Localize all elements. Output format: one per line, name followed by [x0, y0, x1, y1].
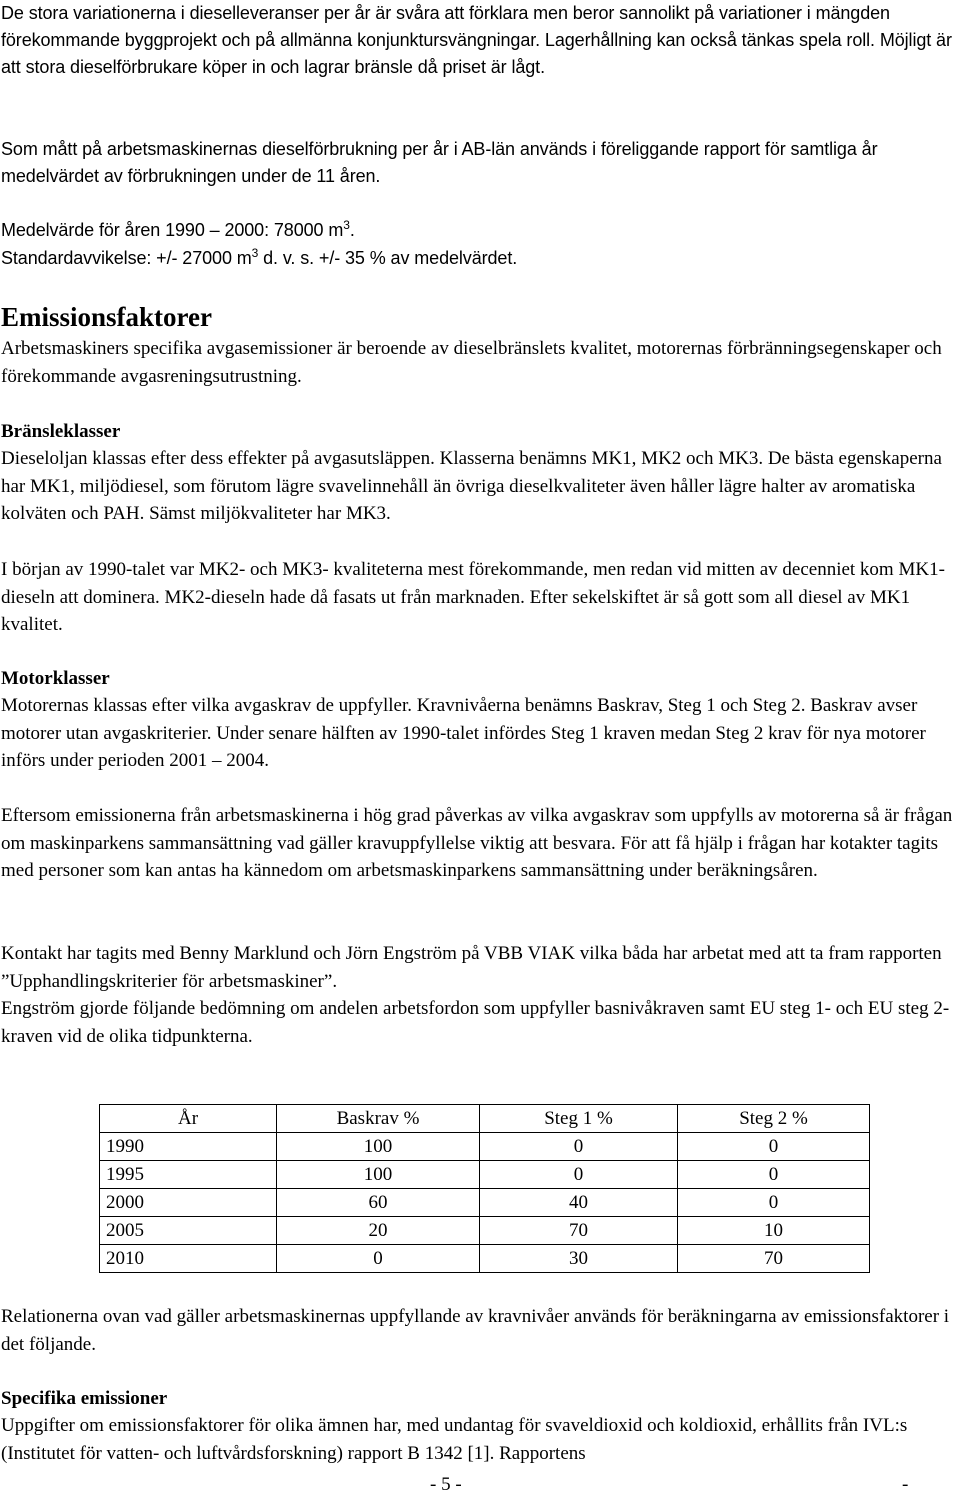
table-cell: 40: [480, 1189, 678, 1217]
engine-classes-paragraph-2: Eftersom emissionerna från arbetsmaskinerna i hög grad påverkas av vilka avgaskrav som uppfylls av motorerna så är frågan om maskinparkens sammansättning vad gäller kravuppfyllelse viktig att besvara. För att få hjälp i frågan har kotakter tagits med personer som kan antas ha kännedom om arbetsmaskinparkens sammansättning under beräkningsåren.: [1, 805, 953, 881]
column-header-steg2: Steg 2 %: [678, 1105, 870, 1133]
mean-value-line: [1, 217, 956, 244]
table-row: [100, 1217, 870, 1245]
table-cell: 2005: [100, 1217, 277, 1245]
table-row: [100, 1189, 870, 1217]
emissions-heading: Emissionsfaktorer: [1, 302, 213, 332]
table-cell: 30: [480, 1245, 678, 1273]
table-cell: 0: [678, 1133, 870, 1161]
footer-dash: -: [902, 1474, 909, 1495]
table-cell: 10: [678, 1217, 870, 1245]
emissions-paragraph: Arbetsmaskiners specifika avgasemissioner är beroende av dieselbränslets kvalitet, motorernas förbränningsegenskaper och förekommande avgasreningsutrustning.: [1, 338, 942, 387]
std-deviation-text: Standardavvikelse: +/- 27000 m: [1, 248, 252, 268]
engine-classes-paragraph-1: Motorernas klassas efter vilka avgaskrav de uppfyller. Kravnivåerna benämns Baskrav, Steg 1 och Steg 2. Baskrav avser motorer utan avgaskriterier. Under senare hälften av 1990-talet infördes Steg 1 kraven medan Steg 2 krav för nya motorer införs under perioden 2001 – 2004.: [1, 695, 926, 771]
column-header-steg1: Steg 1 %: [480, 1105, 678, 1133]
column-header-baskrav: Baskrav %: [277, 1105, 480, 1133]
table-row: [100, 1133, 870, 1161]
mean-value-text: Medelvärde för åren 1990 – 2000: 78000 m: [1, 220, 344, 240]
table-cell: 0: [480, 1133, 678, 1161]
engine-classes-heading: Motorklasser: [1, 668, 110, 689]
intro-paragraph-2: Som mått på arbetsmaskinernas dieselförbrukning per år i AB-län används i föreliggande rapport för samtliga år medelvärdet av förbrukningen under de 11 åren.: [1, 139, 878, 186]
table-cell: 0: [678, 1161, 870, 1189]
fuel-classes-paragraph-1: Dieseloljan klassas efter dess effekter på avgasutsläppen. Klasserna benämns MK1, MK2 och MK3. De bästa egenskaperna har MK1, miljödiesel, som förutom lägre svavelinnehåll än övriga dieselkvaliteter även håller lägre halter av aromatiska kolväten och PAH. Sämst miljökvaliteter har MK3.: [1, 448, 942, 524]
mean-value-unit-exponent: 3: [343, 218, 350, 232]
page-number: - 5 -: [430, 1474, 462, 1495]
table-cell: 100: [277, 1161, 480, 1189]
column-header-year: År: [100, 1105, 277, 1133]
table-cell: 70: [480, 1217, 678, 1245]
fuel-classes-paragraph-2: I början av 1990-talet var MK2- och MK3- kvaliteterna mest förekommande, men redan vid mitten av decenniet kom MK1-dieseln att dominera. MK2-dieseln hade då fasats ut från marknaden. Efter sekelskiftet är så gott som all diesel av MK1 kvalitet.: [1, 559, 945, 635]
std-deviation-line: [1, 245, 956, 272]
table-cell: 60: [277, 1189, 480, 1217]
specific-emissions-heading: Specifika emissioner: [1, 1388, 168, 1409]
intro-paragraph-1: De stora variationerna i dieselleveranser per år är svåra att förklara men beror sannolikt på variationer i mängden förekommande byggprojekt och på allmänna konjunktursvängningar. Lagerhållning kan också tänkas spela roll. Möjligt är att stora dieselförbrukare köper in och lagrar bränsle då priset är lågt.: [1, 3, 952, 77]
after-table-paragraph: Relationerna ovan vad gäller arbetsmaskinernas uppfyllande av kravnivåer används för beräkningarna av emissionsfaktorer i det följande.: [1, 1306, 950, 1355]
engine-classes-paragraph-3: Kontakt har tagits med Benny Marklund och Jörn Engström på VBB VIAK vilka båda har arbetat med att ta fram rapporten ”Upphandlingskriterier för arbetsmaskiner”.: [1, 943, 942, 992]
table-cell: 100: [277, 1133, 480, 1161]
engine-classes-paragraph-4: Engström gjorde följande bedömning om andelen arbetsfordon som uppfyller basnivåkraven samt EU steg 1- och EU steg 2-kraven vid de olika tidpunkterna.: [1, 998, 950, 1047]
specific-emissions-paragraph: Uppgifter om emissionsfaktorer för olika ämnen har, med undantag för svaveldioxid och koldioxid, erhållits från IVL:s (Institutet för vatten- och luftvårdsforskning) rapport B 1342 [1]. Rapportens: [1, 1415, 908, 1464]
table-header-row: [100, 1105, 870, 1133]
table-cell: 0: [480, 1161, 678, 1189]
table-cell: 2000: [100, 1189, 277, 1217]
std-deviation-end: d. v. s. +/- 35 % av medelvärdet.: [258, 248, 518, 268]
std-deviation-unit-exponent: 3: [251, 246, 259, 260]
fuel-classes-heading: Bränsleklasser: [1, 421, 121, 442]
table-cell: 70: [678, 1245, 870, 1273]
table-row: [100, 1161, 870, 1189]
table-cell: 0: [678, 1189, 870, 1217]
table-cell: 20: [277, 1217, 480, 1245]
table-cell: 1995: [100, 1161, 277, 1189]
table-cell: 2010: [100, 1245, 277, 1273]
mean-value-end: .: [349, 220, 355, 240]
requirement-levels-table: [99, 1104, 870, 1273]
table-cell: 1990: [100, 1133, 277, 1161]
table-row: [100, 1245, 870, 1273]
table-cell: 0: [277, 1245, 480, 1273]
